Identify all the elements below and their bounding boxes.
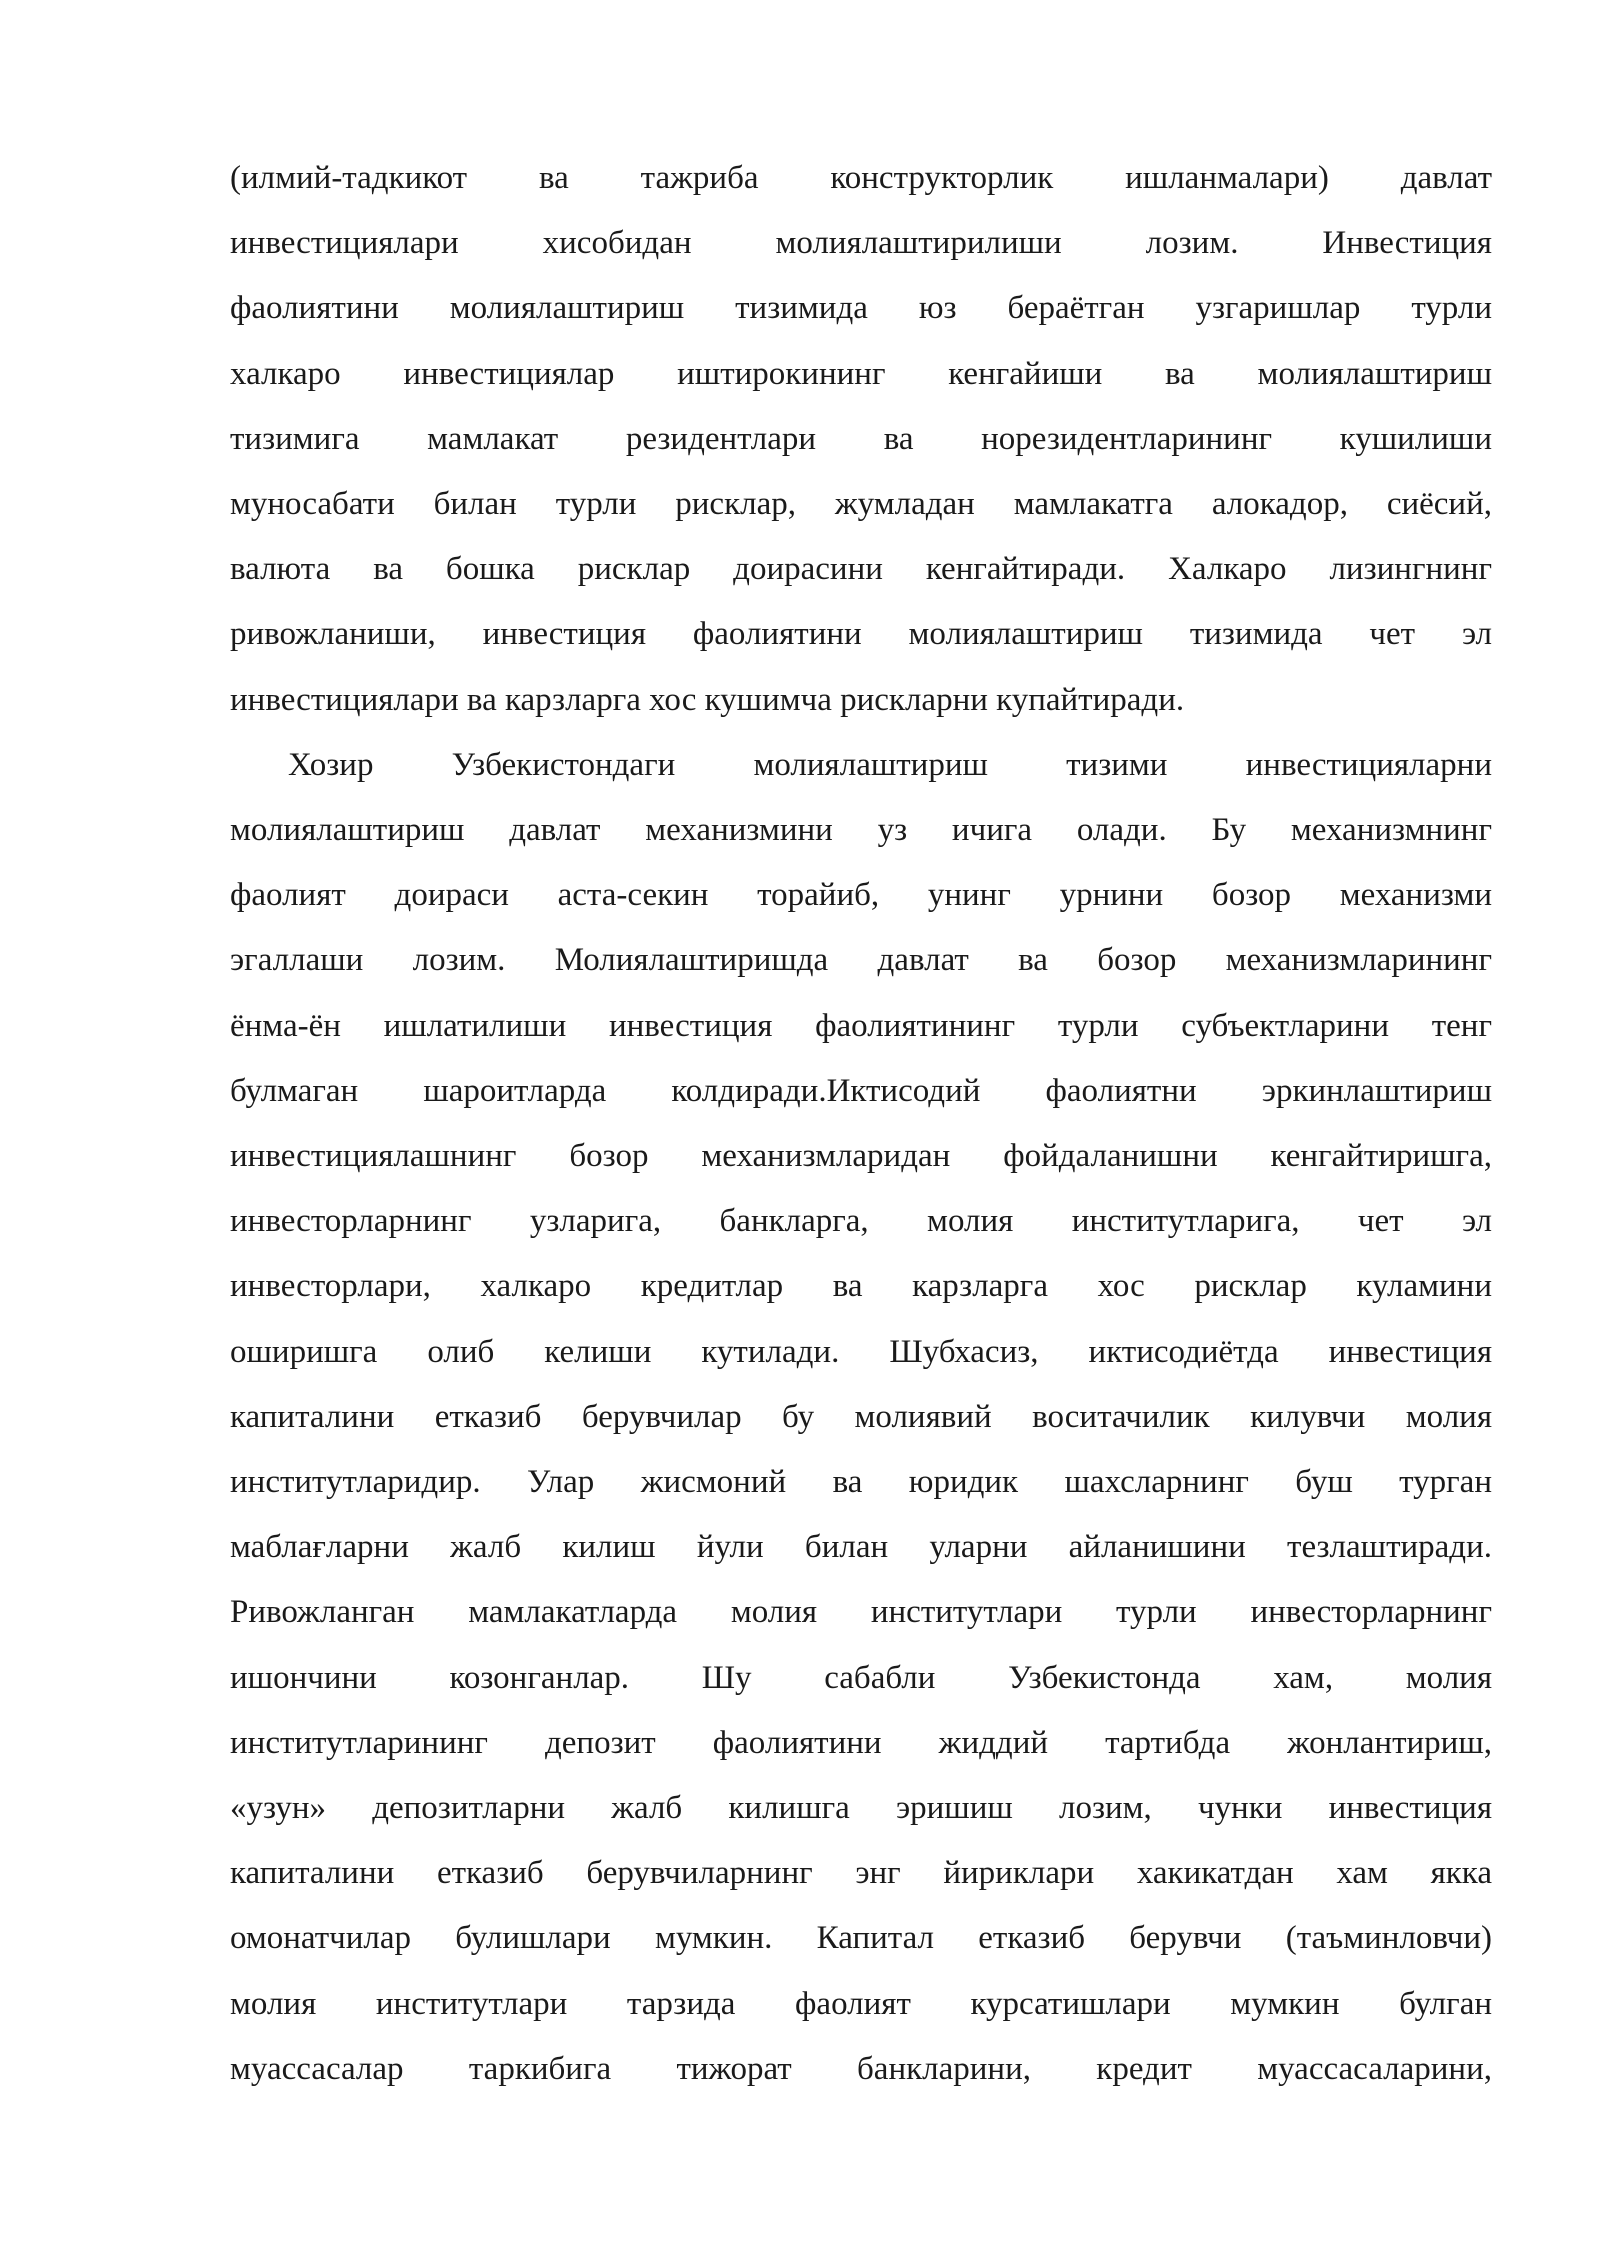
text-line: булмаган шароитларда колдиради.Иктисодий фаолиятни эркинлаштириш (230, 1072, 1492, 1109)
document-body (230, 146, 1492, 2102)
text-line: омонатчилар булишлари мумкин. Капитал етказиб берувчи (таъминловчи) (230, 1920, 1492, 1957)
text-line: ёнма-ён ишлатилиши инвестиция фаолиятининг турли субъектларини тенг (230, 1007, 1492, 1044)
text-line: «узун» депозитларни жалб килишга эришиш лозим, чунки инвестиция (230, 1790, 1492, 1827)
text-line: инвесторларнинг узларига, банкларга, молия институтларига, чет эл (230, 1203, 1492, 1240)
text-line: валюта ва бошка рисклар доирасини кенгайтиради. Халкаро лизингнинг (230, 551, 1492, 588)
text-line: муассасалар таркибига тижорат банкларини, кредит муассасаларини, (230, 2050, 1492, 2087)
text-line: оширишга олиб келиши кутилади. Шубхасиз, иктисодиётда инвестиция (230, 1333, 1492, 1370)
text-line: маблағларни жалб килиш йули билан уларни айланишини тезлаштиради. (230, 1529, 1492, 1566)
text-line: эгаллаши лозим. Молиялаштиришда давлат ва бозор механизмларининг (230, 942, 1492, 979)
text-line: инвестициялашнинг бозор механизмларидан фойдаланишни кенгайтиришга, (230, 1138, 1492, 1175)
paragraph-2 (230, 733, 1492, 2102)
text-line: халкаро инвестициялар иштирокининг кенгайиши ва молиялаштириш (230, 355, 1492, 392)
text-line: инвестициялари хисобидан молиялаштирилиши лозим. Инвестиция (230, 225, 1492, 262)
text-line: фаолиятини молиялаштириш тизимида юз бераётган узгаришлар турли (230, 290, 1492, 327)
text-line: Ривожланган мамлакатларда молия институтлари турли инвесторларнинг (230, 1594, 1492, 1631)
text-line: институтларининг депозит фаолиятини жиддий тартибда жонлантириш, (230, 1724, 1492, 1761)
text-line: капиталини етказиб берувчиларнинг энг йириклари хакикатдан хам якка (230, 1855, 1492, 1892)
text-line: инвесторлари, халкаро кредитлар ва карзларга хос рисклар куламини (230, 1268, 1492, 1305)
text-line: институтларидир. Улар жисмоний ва юридик шахсларнинг буш турган (230, 1464, 1492, 1501)
text-line-indented (230, 733, 1492, 798)
text-line: (илмий-тадкикот ва тажриба конструкторлик ишланмалари) давлат (230, 160, 1492, 196)
text-line: молиялаштириш давлат механизмини уз ичига олади. Бу механизмнинг (230, 812, 1492, 849)
text-line: капиталини етказиб берувчилар бу молиявий воситачилик килувчи молия (230, 1398, 1492, 1435)
text-line: муносабати билан турли рисклар, жумладан мамлакатга алокадор, сиёсий, (230, 486, 1492, 523)
text-line: ривожланиши, инвестиция фаолиятини молиялаштириш тизимида чет эл (230, 616, 1492, 653)
text-line: молия институтлари тарзида фаолият курсатишлари мумкин булган (230, 1985, 1492, 2022)
text-line: ишончини козонганлар. Шу сабабли Узбекистонда хам, молия (230, 1659, 1492, 1696)
text-line: фаолият доираси аста-секин торайиб, унинг урнини бозор механизми (230, 877, 1492, 914)
text-line: инвестициялари ва карзларга хос кушимча рискларни купайтиради. (230, 681, 1185, 718)
text-line: тизимига мамлакат резидентлари ва норезидентларининг кушилиши (230, 420, 1492, 457)
paragraph-1 (230, 146, 1492, 733)
text-line-content: Хозир Узбекистондаги молиялаштириш тизими инвестицияларни (288, 746, 1492, 783)
